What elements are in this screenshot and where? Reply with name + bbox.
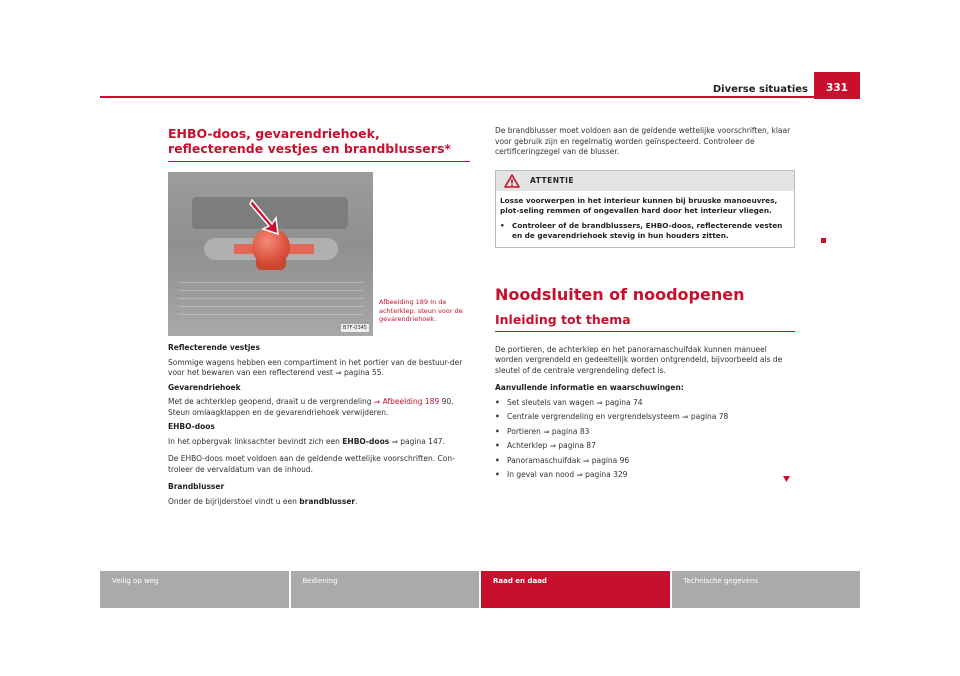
list-item[interactable]: • Portieren ⇒ pagina 83 xyxy=(495,426,590,436)
list-item[interactable]: • Achterklep ⇒ pagina 87 xyxy=(495,441,596,450)
list-item[interactable]: • In geval van nood ⇒ pagina 329 xyxy=(495,470,628,479)
warning-header xyxy=(496,171,794,191)
photo-code: B7F-0345 xyxy=(342,325,367,331)
right-column xyxy=(495,126,795,481)
continue-arrow-icon xyxy=(782,474,791,483)
triangle-text: Met de achterklep geopend, draait u de vergrendeling ⇒ Afbeelding 189 90. Steun omlaagklappen en de gevarendriehoek verwijderen. xyxy=(168,397,454,417)
vest-title: Reflecterende vestjes xyxy=(168,343,260,352)
trunk-photo xyxy=(168,172,373,336)
figure-189 xyxy=(168,172,470,336)
info-title: Aanvullende informatie en waarschuwingen: xyxy=(495,383,684,392)
list-item[interactable]: • Centrale vergrendeling en vergrendelsysteem ⇒ pagina 78 xyxy=(495,412,729,421)
warning-title: ATTENTIE xyxy=(530,176,575,185)
warning-text-1: Losse voorwerpen in het interieur kunnen bij bruuske manoeuvres, plot-seling remmen of ongevallen hard door het interieur vliegen. xyxy=(500,195,778,215)
section-end-icon xyxy=(821,238,826,243)
vest-text: Sommige wagens hebben een compartiment in het portier van de bestuur-der voor het bewaren van een reflecterend vest ⇒ pagina 55. xyxy=(168,357,463,377)
list-item[interactable]: • Panoramaschuifdak ⇒ pagina 96 xyxy=(495,455,630,465)
extinguisher-text: Onder de bijrijderstoel vindt u een brandblusser. xyxy=(168,496,358,506)
tab-bediening[interactable]: Bediening xyxy=(291,571,480,608)
extinguisher-intro: De brandblusser moet voldoen aan de geldende wettelijke voorschriften, klaar voor gebruik zijn en regelmatig worden geïnspecteerd. Controleer de certificeringzegel van de blusser. xyxy=(495,126,791,156)
warning-text-2: • Controleer of de brandblussers, EHBO-doos, reflecterende vesten en de gevarendriehoek stevig in hun houders zitten. xyxy=(500,220,783,240)
triangle-title: Gevarendriehoek xyxy=(168,382,241,392)
page-number: 331 xyxy=(814,72,860,99)
figure-link[interactable]: ⇒ Afbeelding 189 xyxy=(373,397,440,406)
tab-veilig-op-weg[interactable]: Veilig op weg xyxy=(100,571,289,608)
warning-body xyxy=(496,191,794,247)
tab-raad-en-daad[interactable]: Raad en daad xyxy=(481,571,670,608)
firstaid-text: In het opbergvak linksachter bevindt zich een EHBO-doos ⇒ pagina 147. xyxy=(168,436,445,446)
header-rule xyxy=(100,96,816,98)
extinguisher-title: Brandblusser xyxy=(168,482,225,491)
tab-technische-gegevens[interactable]: Technische gegevens xyxy=(672,571,861,608)
firstaid-note: De EHBO-doos moet voldoen aan de geldende wettelijke voorschriften. Con-troleer de vervaldatum van de inhoud. xyxy=(168,454,455,474)
footer-nav xyxy=(100,571,860,608)
reference-list xyxy=(495,398,795,481)
section-title: Diverse situaties xyxy=(712,84,808,95)
list-item[interactable]: • Set sleutels van wagen ⇒ pagina 74 xyxy=(495,397,643,407)
section-heading-ehbo: EHBO-doos, gevarendriehoek, reflecterende vestjes en brandblussers* xyxy=(168,126,470,162)
warning-triangle-icon xyxy=(504,174,520,188)
pointer-arrow-icon xyxy=(248,198,282,236)
figure-caption: Afbeelding 189 In de achterklep: steun voor de gevarendriehoek. xyxy=(379,298,463,323)
intro-body: De portieren, de achterklep en het panoramaschuifdak kunnen manueel worden vergrendeld en gedeeltelijk worden ontgrendeld, bijvoorbeeld als de sleutel of de centrale vergrendeling defect is. xyxy=(495,344,783,375)
sub-heading: Inleiding tot thema xyxy=(495,312,795,332)
warning-box xyxy=(495,170,795,248)
main-heading: Noodsluiten of noodopenen xyxy=(495,284,745,304)
left-column xyxy=(168,126,470,507)
firstaid-title: EHBO-doos xyxy=(168,422,215,431)
